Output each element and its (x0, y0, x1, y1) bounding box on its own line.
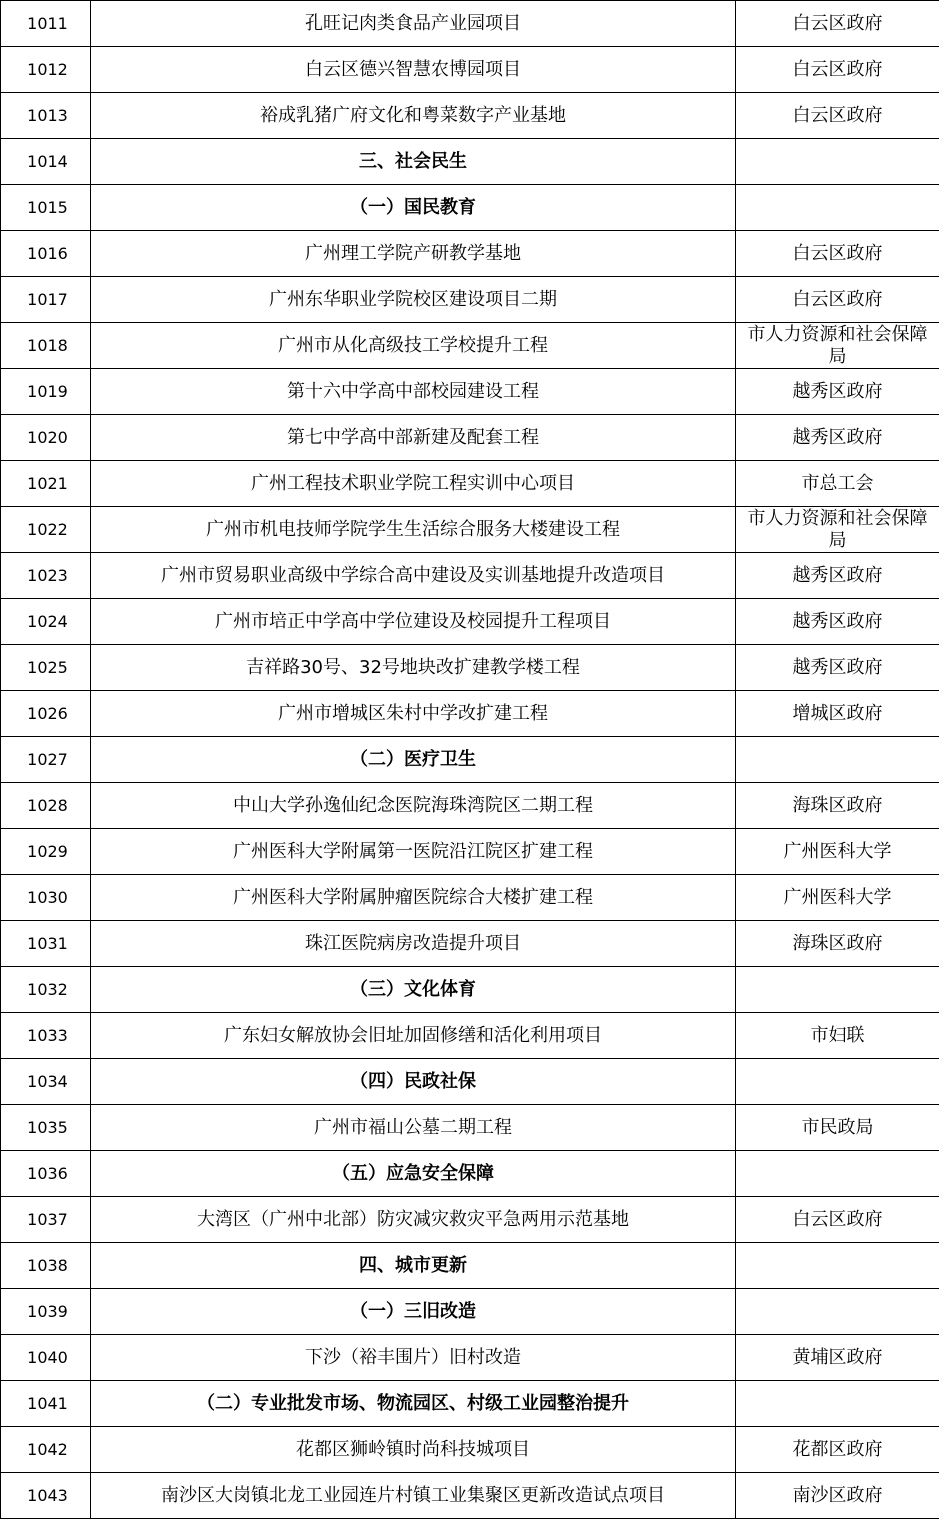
table-row (1, 461, 939, 507)
table-row (1, 1473, 939, 1519)
table-row (1, 231, 939, 277)
table-row (1, 1105, 939, 1151)
section-heading-cell: 四、城市更新 (91, 1243, 736, 1289)
row-number-cell: 1037 (1, 1197, 91, 1243)
responsible-unit-cell (736, 415, 939, 461)
responsible-unit-text: 增城区政府 (792, 702, 883, 724)
row-number-cell: 1013 (1, 93, 91, 139)
responsible-unit-cell (736, 139, 939, 185)
section-heading-cell: （三）文化体育 (91, 967, 736, 1013)
section-heading-row (1, 139, 939, 185)
row-number-cell: 1028 (1, 783, 91, 829)
row-number-cell: 1031 (1, 921, 91, 967)
responsible-unit-cell (736, 1013, 939, 1059)
row-number-cell: 1014 (1, 139, 91, 185)
project-name-cell: 第十六中学高中部校园建设工程 (91, 369, 736, 415)
section-heading-row (1, 1289, 939, 1335)
responsible-unit-text: 越秀区政府 (792, 656, 883, 678)
row-number-cell: 1034 (1, 1059, 91, 1105)
responsible-unit-cell (736, 1197, 939, 1243)
row-number-cell: 1023 (1, 553, 91, 599)
section-heading-row (1, 737, 939, 783)
row-number-cell: 1018 (1, 323, 91, 369)
project-name-cell: 广州市增城区朱村中学改扩建工程 (91, 691, 736, 737)
responsible-unit-cell (736, 1243, 939, 1289)
row-number-cell: 1036 (1, 1151, 91, 1197)
responsible-unit-text: 白云区政府 (792, 242, 883, 264)
row-number-cell: 1032 (1, 967, 91, 1013)
section-heading-cell: （四）民政社保 (91, 1059, 736, 1105)
table-row (1, 553, 939, 599)
responsible-unit-text: 市人力资源和社会保障局 (747, 507, 928, 551)
table-row (1, 1, 939, 47)
responsible-unit-cell (736, 1289, 939, 1335)
table-row (1, 1427, 939, 1473)
project-name-cell: 花都区狮岭镇时尚科技城项目 (91, 1427, 736, 1473)
row-number-cell: 1021 (1, 461, 91, 507)
table-row (1, 783, 939, 829)
responsible-unit-cell (736, 461, 939, 507)
table-row (1, 875, 939, 921)
responsible-unit-cell (736, 1381, 939, 1427)
row-number-cell: 1039 (1, 1289, 91, 1335)
section-heading-row (1, 1151, 939, 1197)
section-heading-row (1, 1243, 939, 1289)
table-row (1, 1335, 939, 1381)
responsible-unit-cell (736, 323, 939, 369)
section-heading-cell: （五）应急安全保障 (91, 1151, 736, 1197)
project-name-cell: 裕成乳猪广府文化和粤菜数字产业基地 (91, 93, 736, 139)
row-number-cell: 1011 (1, 1, 91, 47)
project-name-cell: 广州市贸易职业高级中学综合高中建设及实训基地提升改造项目 (91, 553, 736, 599)
section-heading-cell: （二）医疗卫生 (91, 737, 736, 783)
responsible-unit-cell (736, 783, 939, 829)
section-heading-row (1, 1381, 939, 1427)
responsible-unit-text: 越秀区政府 (792, 610, 883, 632)
responsible-unit-text: 市总工会 (801, 472, 874, 494)
responsible-unit-text: 海珠区政府 (792, 932, 883, 954)
project-name-cell: 孔旺记肉类食品产业园项目 (91, 1, 736, 47)
responsible-unit-cell (736, 737, 939, 783)
responsible-unit-cell (736, 47, 939, 93)
responsible-unit-text: 广州医科大学 (783, 840, 892, 862)
responsible-unit-cell (736, 369, 939, 415)
row-number-cell: 1043 (1, 1473, 91, 1519)
responsible-unit-text: 花都区政府 (792, 1438, 883, 1460)
project-name-cell: 广州市福山公墓二期工程 (91, 1105, 736, 1151)
row-number-cell: 1024 (1, 599, 91, 645)
responsible-unit-cell (736, 645, 939, 691)
responsible-unit-cell (736, 829, 939, 875)
row-number-cell: 1019 (1, 369, 91, 415)
row-number-cell: 1035 (1, 1105, 91, 1151)
project-name-cell: 大湾区（广州中北部）防灾减灾救灾平急两用示范基地 (91, 1197, 736, 1243)
project-name-cell: 第七中学高中部新建及配套工程 (91, 415, 736, 461)
responsible-unit-cell (736, 1105, 939, 1151)
responsible-unit-text: 越秀区政府 (792, 564, 883, 586)
responsible-unit-cell (736, 1335, 939, 1381)
table-body (1, 1, 939, 1519)
responsible-unit-cell (736, 875, 939, 921)
row-number-cell: 1030 (1, 875, 91, 921)
responsible-unit-cell (736, 185, 939, 231)
project-name-cell: 珠江医院病房改造提升项目 (91, 921, 736, 967)
row-number-cell: 1040 (1, 1335, 91, 1381)
table-row (1, 691, 939, 737)
table-row (1, 369, 939, 415)
table-row (1, 1197, 939, 1243)
table-row (1, 277, 939, 323)
project-name-cell: 白云区德兴智慧农博园项目 (91, 47, 736, 93)
table-row (1, 415, 939, 461)
responsible-unit-text: 市人力资源和社会保障局 (747, 323, 928, 367)
project-name-cell: 广州市培正中学高中学位建设及校园提升工程项目 (91, 599, 736, 645)
responsible-unit-cell (736, 1151, 939, 1197)
table-row (1, 645, 939, 691)
project-name-cell: 吉祥路30号、32号地块改扩建教学楼工程 (91, 645, 736, 691)
table-row (1, 829, 939, 875)
row-number-cell: 1017 (1, 277, 91, 323)
section-heading-row (1, 1059, 939, 1105)
row-number-cell: 1038 (1, 1243, 91, 1289)
responsible-unit-cell (736, 93, 939, 139)
project-name-cell: 广州工程技术职业学院工程实训中心项目 (91, 461, 736, 507)
project-name-cell: 广东妇女解放协会旧址加固修缮和活化利用项目 (91, 1013, 736, 1059)
responsible-unit-text: 黄埔区政府 (792, 1346, 883, 1368)
table-row (1, 1013, 939, 1059)
section-heading-cell: 三、社会民生 (91, 139, 736, 185)
responsible-unit-cell (736, 231, 939, 277)
responsible-unit-cell (736, 277, 939, 323)
responsible-unit-text: 越秀区政府 (792, 380, 883, 402)
project-name-cell: 下沙（裕丰围片）旧村改造 (91, 1335, 736, 1381)
project-name-cell: 广州市从化高级技工学校提升工程 (91, 323, 736, 369)
responsible-unit-cell (736, 1473, 939, 1519)
table-row (1, 323, 939, 369)
project-name-cell: 广州理工学院产研教学基地 (91, 231, 736, 277)
row-number-cell: 1015 (1, 185, 91, 231)
row-number-cell: 1029 (1, 829, 91, 875)
responsible-unit-text: 海珠区政府 (792, 794, 883, 816)
responsible-unit-cell (736, 507, 939, 553)
table-row (1, 921, 939, 967)
table-row (1, 93, 939, 139)
responsible-unit-text: 白云区政府 (792, 12, 883, 34)
row-number-cell: 1012 (1, 47, 91, 93)
responsible-unit-cell (736, 553, 939, 599)
project-name-cell: 南沙区大岗镇北龙工业园连片村镇工业集聚区更新改造试点项目 (91, 1473, 736, 1519)
section-heading-row (1, 185, 939, 231)
row-number-cell: 1042 (1, 1427, 91, 1473)
responsible-unit-cell (736, 967, 939, 1013)
responsible-unit-cell (736, 921, 939, 967)
responsible-unit-text: 广州医科大学 (783, 886, 892, 908)
responsible-unit-text: 市民政局 (801, 1116, 874, 1138)
responsible-unit-text: 白云区政府 (792, 58, 883, 80)
row-number-cell: 1020 (1, 415, 91, 461)
row-number-cell: 1025 (1, 645, 91, 691)
responsible-unit-cell (736, 599, 939, 645)
responsible-unit-cell (736, 1059, 939, 1105)
row-number-cell: 1027 (1, 737, 91, 783)
project-name-cell: 广州东华职业学院校区建设项目二期 (91, 277, 736, 323)
section-heading-cell: （一）国民教育 (91, 185, 736, 231)
project-name-cell: 中山大学孙逸仙纪念医院海珠湾院区二期工程 (91, 783, 736, 829)
section-heading-row (1, 967, 939, 1013)
project-name-cell: 广州市机电技师学院学生生活综合服务大楼建设工程 (91, 507, 736, 553)
table-row (1, 599, 939, 645)
table-row (1, 47, 939, 93)
responsible-unit-cell (736, 1, 939, 47)
responsible-unit-text: 白云区政府 (792, 104, 883, 126)
responsible-unit-text: 白云区政府 (792, 1208, 883, 1230)
responsible-unit-text: 市妇联 (810, 1024, 865, 1046)
project-name-cell: 广州医科大学附属第一医院沿江院区扩建工程 (91, 829, 736, 875)
responsible-unit-text: 白云区政府 (792, 288, 883, 310)
row-number-cell: 1022 (1, 507, 91, 553)
responsible-unit-text: 南沙区政府 (792, 1484, 883, 1506)
table-row (1, 507, 939, 553)
responsible-unit-cell (736, 1427, 939, 1473)
responsible-unit-cell (736, 691, 939, 737)
row-number-cell: 1033 (1, 1013, 91, 1059)
row-number-cell: 1026 (1, 691, 91, 737)
responsible-unit-text: 越秀区政府 (792, 426, 883, 448)
row-number-cell: 1041 (1, 1381, 91, 1427)
section-heading-cell: （二）专业批发市场、物流园区、村级工业园整治提升 (91, 1381, 736, 1427)
project-name-cell: 广州医科大学附属肿瘤医院综合大楼扩建工程 (91, 875, 736, 921)
row-number-cell: 1016 (1, 231, 91, 277)
section-heading-cell: （一）三旧改造 (91, 1289, 736, 1335)
